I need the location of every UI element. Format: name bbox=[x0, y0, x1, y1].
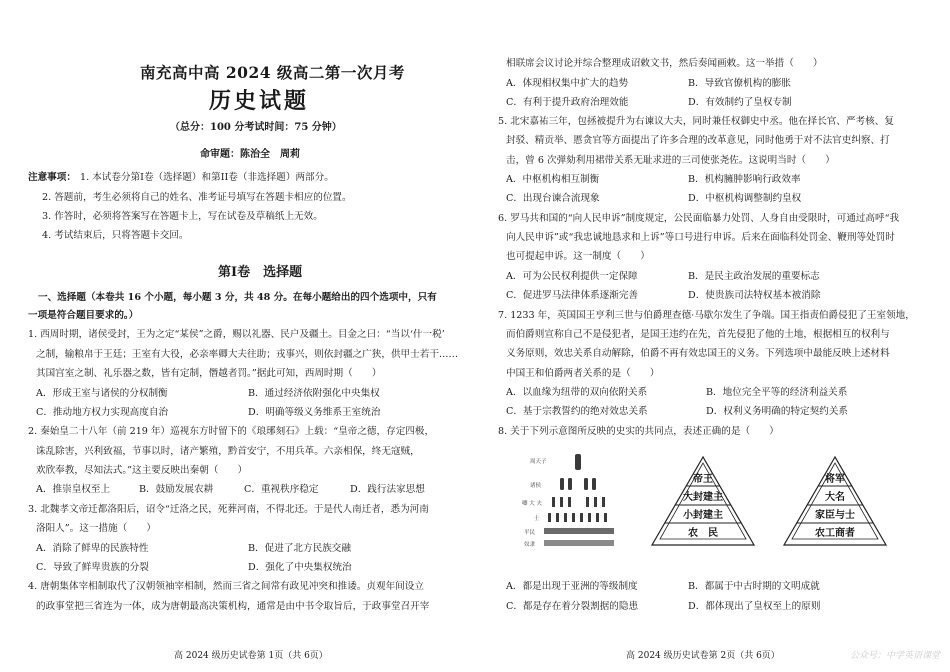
instruction-line-1: 一、选择题（本卷共 16 个小题，每小题 3 分，共 48 分。在每小题给出的四个选项中，只有 bbox=[38, 292, 437, 303]
instruction-line-2: 一项是符合题目要求的。） bbox=[28, 310, 139, 321]
label-ministers: 卿 大 夫 bbox=[522, 501, 542, 507]
q7-option-d[interactable]: D．权利义务明确的特定契约关系 bbox=[706, 406, 849, 417]
q2-option-c[interactable]: C．重视秩序稳定 bbox=[244, 484, 319, 495]
q7-option-b[interactable]: B．地位完全平等的经济利益关系 bbox=[706, 387, 848, 398]
q1-option-c[interactable]: C．推动地方权力实现高度自治 bbox=[36, 407, 169, 418]
q6-option-c[interactable]: C．促进罗马法律体系逐渐完善 bbox=[506, 290, 639, 301]
q8-option-d[interactable]: D．都体现出了皇权至上的原则 bbox=[688, 601, 821, 612]
q3-option-a[interactable]: A．消除了鲜卑的民族特性 bbox=[36, 543, 149, 554]
q5-option-d[interactable]: D．中枢机构调整制约皇权 bbox=[688, 193, 802, 204]
shi-figure bbox=[580, 513, 583, 522]
shi-figure bbox=[596, 513, 599, 522]
minister-figure bbox=[568, 497, 571, 507]
q4-option-c[interactable]: C．有利于提升政府治理效能 bbox=[506, 97, 629, 108]
q8-option-b[interactable]: B．都属于中古时期的文明成就 bbox=[688, 581, 820, 592]
section-title: 第I卷 选择题 bbox=[218, 265, 303, 280]
lord-figure bbox=[560, 478, 564, 490]
q1-line-2: 之制，输粮帛于王廷；王室有大役，必亲率卿大夫往助；戎事兴，则依封疆之广狭，供甲士若干…… bbox=[36, 349, 459, 360]
slave-figure bbox=[544, 540, 614, 546]
q7-line-1: 7. 1233 年，英国国王亨利三世与伯爵理查德·马歇尔发生了争端。国王指责伯爵侵犯了王室领地， bbox=[498, 310, 915, 321]
q2-line-1: 2. 秦始皇二十八年（前 219 年）巡视东方时留下的《琅琊刻石》上载：“皇帝之德，存定四极， bbox=[28, 426, 435, 437]
zhou-hierarchy-figure bbox=[508, 450, 618, 560]
european-feudal-pyramid bbox=[648, 455, 758, 547]
note-1: 1. 本试卷分第I卷（选择题）和第II卷（非选择题）两部分。 bbox=[80, 172, 334, 183]
q6-line-3: 也可提起申诉。这一制度（ ） bbox=[506, 251, 650, 262]
q5-line-2: 封驳、精贡举、慝贪官等方面提出了许多合理的改革意见，同时他勇于对不法官吏纠察、打 bbox=[506, 135, 890, 146]
lord-figure bbox=[592, 478, 596, 490]
score-time: （总分：100 分考试时间：75 分钟） bbox=[170, 122, 342, 133]
layer-shogun: 将军 bbox=[825, 474, 845, 485]
q5-option-a[interactable]: A．中枢机构相互制衡 bbox=[506, 174, 600, 185]
q2-option-b[interactable]: B．鼓励发展农耕 bbox=[139, 484, 214, 495]
q6-option-d[interactable]: D．使贵族司法特权基本被消除 bbox=[688, 290, 821, 301]
q3-option-c[interactable]: C．导致了鲜卑贵族的分裂 bbox=[36, 562, 149, 573]
q6-line-2: 向人民申诉”或“我忠诚地恳求和上诉”等口号进行申诉。后来在面临科处罚金、鞭刑等处罚时 bbox=[506, 232, 895, 243]
q1-option-d[interactable]: D．明确等级义务维系王室统治 bbox=[248, 407, 381, 418]
left-page bbox=[28, 0, 458, 672]
q3-line-1: 3. 北魏孝文帝迁都洛阳后，诏令“迁洛之民，死葬河南，不得北还。于是代人南迁者，悉为河南 bbox=[28, 504, 429, 515]
layer-small-lords: 小封建主 bbox=[683, 510, 723, 521]
layer-commoners: 农工商者 bbox=[815, 528, 855, 539]
q4-continued: 相联席会议讨论并综合整理成诏敕文书，然后奏闻画敕。这一举措（ ） bbox=[506, 58, 823, 69]
q4-line-2: 的政事堂把三省连为一体，成为唐朝最高决策机构，通常是由中书令取旨后，于政事堂召开宰 bbox=[36, 601, 430, 612]
shi-figure bbox=[604, 513, 607, 522]
reviewers: 命审题：陈治全 周莉 bbox=[200, 149, 300, 160]
q6-line-1: 6. 罗马共和国的“向人民申诉”制度规定，公民面临暴力处罚、人身自由受限时，可通过高呼“我 bbox=[498, 213, 900, 224]
label-shi: 士 bbox=[534, 516, 540, 522]
q4-option-d[interactable]: D．有效制约了皇权专制 bbox=[688, 97, 792, 108]
watermark: 公众号：中学英语课堂 bbox=[849, 651, 940, 661]
page-footer-1: 高 2024 级历史试卷第 1页（共 6页） bbox=[174, 651, 328, 661]
q6-option-b[interactable]: B．是民主政治发展的重要标志 bbox=[688, 271, 820, 282]
shi-figure bbox=[588, 513, 591, 522]
minister-figure bbox=[594, 497, 597, 507]
notes-label: 注意事项： bbox=[28, 172, 76, 183]
q4-option-b[interactable]: B．导致官僚机构的膨胀 bbox=[688, 78, 791, 89]
q4-option-a[interactable]: A．体现相权集中扩大的趋势 bbox=[506, 78, 629, 89]
layer-daimyo: 大名 bbox=[825, 492, 845, 503]
note-3: 3. 作答时，必须将答案写在答题卡上，写在试卷及草稿纸上无效。 bbox=[42, 211, 323, 222]
minister-figure bbox=[602, 497, 605, 507]
q1-option-a[interactable]: A．形成王室与诸侯的分权制衡 bbox=[36, 388, 168, 399]
q6-option-a[interactable]: A．可为公民权利提供一定保障 bbox=[506, 271, 638, 282]
shi-figure bbox=[572, 513, 575, 522]
king-figure bbox=[575, 454, 581, 470]
q5-option-c[interactable]: C．出现台谏合流现象 bbox=[506, 193, 600, 204]
note-2: 2. 答题前，考生必须将自己的姓名、准考证号填写在答题卡相应的位置。 bbox=[42, 192, 352, 203]
q5-option-b[interactable]: B．机构臃肿影响行政效率 bbox=[688, 174, 801, 185]
q7-line-2: 而伯爵则宣称自己不是侵犯者，是国王违约在先，首先侵犯了他的土地，根据相互的权利与 bbox=[506, 329, 890, 340]
shi-figure bbox=[556, 513, 559, 522]
q8-option-a[interactable]: A．都是出现于亚洲的等级制度 bbox=[506, 581, 638, 592]
exam-title: 南充高中高 2024 级高二第一次月考 bbox=[140, 63, 405, 82]
subject-title: 历史试题 bbox=[209, 88, 310, 114]
q8-line-1: 8. 关于下列示意图所反映的史实的共同点，表述正确的是（ ） bbox=[498, 426, 779, 437]
q1-line-1: 1. 西周时期，诸侯受封，王为之定“某侯”之爵，赐以礼器、民户及疆土。目金之曰：“当以‘什一税’ bbox=[28, 329, 445, 340]
minister-figure bbox=[586, 497, 589, 507]
right-page bbox=[498, 0, 928, 672]
lord-figure bbox=[584, 478, 588, 490]
q7-line-3: 义务原则，效忠关系自动解除，伯爵不再有效忠国王的义务。下列选项中最能反映上述材料 bbox=[506, 348, 890, 359]
q4-line-1: 4. 唐朝集体宰相制取代了汉朝领袖宰相制，然而三省之间常有政见冲突和推诿。贞观年间设立 bbox=[28, 581, 424, 592]
note-4: 4. 考试结束后，只将答题卡交回。 bbox=[42, 230, 189, 241]
q2-line-2: 诛乱除害，兴利致福，节事以时，诸产繁殖，黔首安宁，不用兵革。六亲相保，终无寇贼， bbox=[36, 446, 420, 457]
layer-emperor: 帝王 bbox=[693, 474, 713, 485]
label-slaves: 奴隶 bbox=[524, 542, 536, 548]
q7-line-4: 中国王和伯爵两者关系的是（ ） bbox=[506, 368, 660, 379]
layer-great-lords: 大封建主 bbox=[683, 492, 723, 503]
q7-option-c[interactable]: C．基于宗教誓约的绝对效忠关系 bbox=[506, 406, 648, 417]
commoner-figure bbox=[544, 528, 614, 534]
q2-option-a[interactable]: A．推崇皇权至上 bbox=[36, 484, 111, 495]
shi-figure bbox=[548, 513, 551, 522]
shi-figure bbox=[564, 513, 567, 522]
label-lords: 诸侯 bbox=[530, 483, 542, 489]
label-commoners: 平民 bbox=[524, 530, 536, 536]
q3-option-b[interactable]: B．促进了北方民族交融 bbox=[248, 543, 351, 554]
q7-option-a[interactable]: A．以血缘为纽带的双向依附关系 bbox=[506, 387, 648, 398]
q3-line-2: 洛阳人”。这一措施（ ） bbox=[36, 523, 157, 534]
label-zhou-king: 周天子 bbox=[530, 459, 547, 465]
q1-line-3: 其国宫室之制、礼乐器之数，皆有定制，僭越者罚。”据此可知，西周时期（ ） bbox=[36, 368, 382, 379]
q2-option-d[interactable]: D．践行法家思想 bbox=[350, 484, 425, 495]
q5-line-3: 击，曾 6 次弹劾利用裙带关系无耻求进的三司使张尧佐。这说明当时（ ） bbox=[506, 155, 835, 166]
q1-option-b[interactable]: B．通过经济依附强化中央集权 bbox=[248, 388, 380, 399]
japanese-shogunate-pyramid bbox=[780, 455, 890, 547]
q8-option-c[interactable]: C．都是存在着分裂割据的隐患 bbox=[506, 601, 639, 612]
lord-figure bbox=[568, 478, 572, 490]
page-footer-2: 高 2024 级历史试卷第 2页（共 6页） bbox=[626, 651, 780, 661]
q2-line-3: 欢欣奉教，尽知法式。”这主要反映出秦朝（ ） bbox=[36, 465, 248, 476]
minister-figure bbox=[560, 497, 563, 507]
layer-retainers: 家臣与士 bbox=[815, 510, 855, 521]
layer-peasants: 农 民 bbox=[688, 528, 718, 539]
q3-option-d[interactable]: D．强化了中央集权统治 bbox=[248, 562, 352, 573]
q5-line-1: 5. 北宋嘉祐三年，包拯被提升为右谏议大夫，同时兼任权御史中丞。他在择长官、严考核、复 bbox=[498, 116, 894, 127]
minister-figure bbox=[552, 497, 555, 507]
